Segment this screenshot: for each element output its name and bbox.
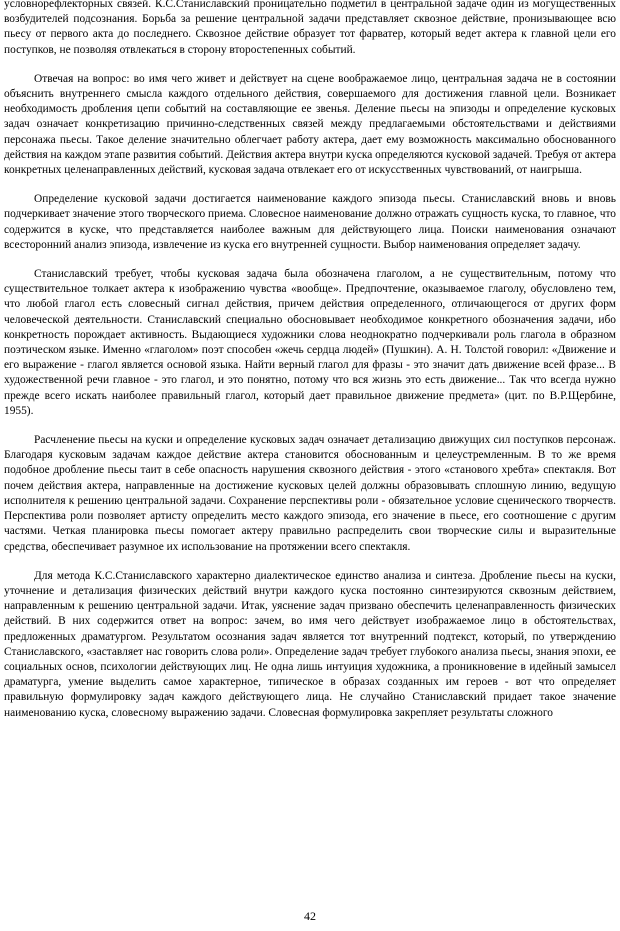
paragraph-3: Определение кусковой задачи достигается наименование каждого эпизода пьесы. Станиславский вновь и вновь подчеркивает значение этого творческого приема. Словесное наименование должно отражать сущность куска, то главное, что содержится в куске, что представляется наиболее важным для действующего лица. Поиски наименования означают всесторонний анализ эпизода, извлечение из куска его внутренней сущности. Выбор наименования определяет задачу.	[4, 193, 616, 251]
paragraph-4: Станиславский требует, чтобы кусковая задача была обозначена глаголом, а не существительным, потому что существительное толкает актера к изображению чувства «вообще». Предпочтение, оказываемое глаголу, обусловлено тем, что любой глагол есть словесный сигнал действия, причем действия определенного, отличающегося от других форм человеческой деятельности. Станиславский специально обосновывает необходимое конкретного обозначения задачи, ибо конкретность порождает активность. Выдающиеся художники слова неоднократно подчеркивали роль глагола в образном поэтическом языке. Именно «глаголом» поэт способен «жечь сердца людей» (Пушкин). А. Н. Толстой говорил: «Движение и его выражение - глагол является основой языка. Найти верный глагол для фразы - это значит дать движение всей фразе... В художественной речи главное - это глагол, и это понятно, потому что вся жизнь это есть движение... Так что всегда нужно прежде всего искать наиболее правильный глагол, который дает правильное движение предмета» (цит. по В.Р.Щербине, 1955).	[4, 268, 616, 417]
page-number: 42	[304, 909, 316, 923]
paragraph-5: Расчленение пьесы на куски и определение кусковых задач означает детализацию движущих сил поступков персонаж. Благодаря кусковым задачам каждое действие актера становится обоснованным и целеустремленным. В то же время подобное дробление пьесы таит в себе опасность нарушения сквозного действия - этого «станового хребта» спектакля. Вот почем действия актера, направленные на достижение кусковых целей должны образовывать сплошную линию, ведущую исполнителя к решению центральной задачи. Сохранение перспективы роли - обязательное условие сценического творчеств. Перспектива роли позволяет артисту определить место каждого эпизода, его значение в пьесе, его соотношение с другим частями. Четкая планировка пьесы помогает актеру правильно распределить свои творческие силы и выразительные средства, обеспечивает разумное их использование на протяжении всего спектакля.	[4, 434, 616, 553]
paragraph-2: Отвечая на вопрос: во имя чего живет и действует на сцене воображаемое лицо, центральная задача не в состоянии объяснить внутреннего смысла каждого отдельного действия, совершаемого для достижения главной цели. Возникает необходимость дробления цепи событий на составляющие ее звенья. Деление пьесы на эпизоды и определение кусковых задач означает конкретизацию причинно-следственных связей между предлагаемыми обстоятельствами и действиями персонажа пьесы. Такое деление значительно облегчает работу актера, дает ему возможность максимально обоснованного действия на каждом этапе развития событий. Действия актера внутри куска определяются кусковой задачей. Требуя от актера конкретных целенаправленных действий, кусковая задача отвлекает его от искусственных чувствований, от наигрыша.	[4, 72, 616, 177]
paragraph-1: условнорефлекторных связей. К.С.Станиславский проницательно подметил в центральной задаче один из могущественных возбудителей подсознания. Борьба за решение центральной задачи представляет сквозное действие, пронизывающее всю пьесу от первого акта до последнего. Сквозное действие образует тот фарватер, который ведет актера к главной цели его поступков, не позволяя отвлекаться в сторону второстепенных событий.	[4, 0, 616, 56]
paragraph-6: Для метода К.С.Станиславского характерно диалектическое единство анализа и синтеза. Дробление пьесы на куски, уточнение и детализация физических действий внутри каждого куска постоянно синтезируются сквозным действием, направленным к решению центральной задачи. Итак, уяснение задач призвано обеспечить целенаправленность физических действий. В них содержится ответ на вопрос: зачем, во имя чего действует изображаемое лицо в обстоятельствах, предложенных драматургом. Результатом осознания задач является тот внутренний подтекст, который, по утверждению Станиславского, «заставляет нас говорить слова роли». Определение задач требует глубокого анализа пьесы, знания эпохи, ее социальных основ, психологии действующих лиц. Не одна лишь интуиция художника, а проникновение в идейный замысел драматурга, умение выделить самое характерное, типическое в образах созданных им героев - вот что определяет правильную формулировку задач каждого действующего лица. Не случайно Станиславский придает такое значение наименованию куска, словесному выражению задачи. Словесная формулировка закрепляет результаты сложного	[4, 569, 616, 719]
